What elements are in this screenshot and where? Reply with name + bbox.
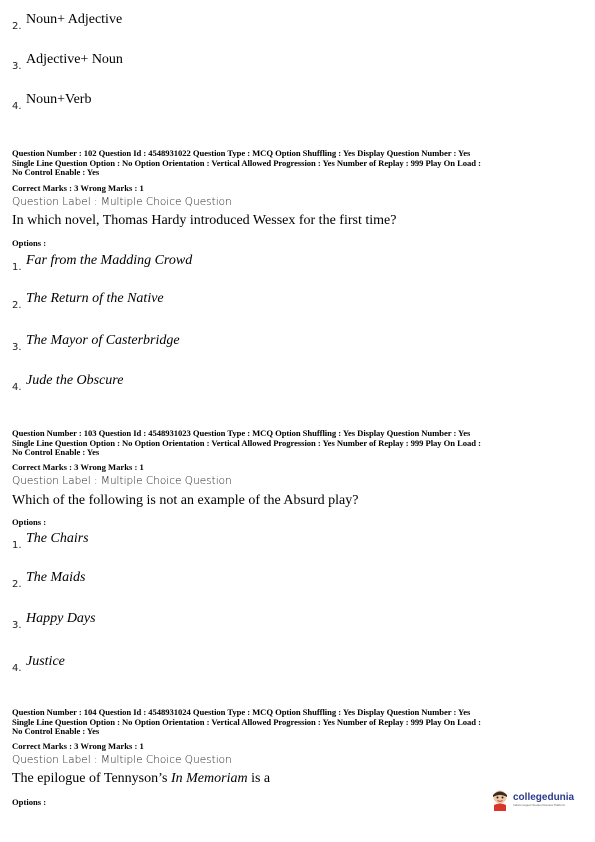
option-item <box>12 654 65 674</box>
prev-option-2 <box>12 12 123 32</box>
option-number: 3. <box>12 342 22 353</box>
option-text: Far from the Madding Crowd <box>26 253 193 268</box>
option-item <box>12 531 89 551</box>
option-text: The Mayor of Casterbridge <box>26 333 180 348</box>
option-text: Noun+ Adjective <box>26 12 123 27</box>
meta-line: Single Line Question Option : No Option Orientation : Vertical Allowed Progression : Yes Number of Replay : 999 Play On Load : <box>12 717 481 727</box>
question-meta <box>12 708 587 737</box>
option-item <box>12 333 180 353</box>
option-number: 3. <box>12 61 22 72</box>
question-text-part: is a <box>247 771 271 786</box>
mascot-icon <box>490 789 510 811</box>
option-item <box>12 253 193 273</box>
option-number: 2. <box>12 21 22 32</box>
option-number: 1. <box>12 540 22 551</box>
meta-line: Single Line Question Option : No Option Orientation : Vertical Allowed Progression : Yes Number of Replay : 999 Play On Load : <box>12 438 481 448</box>
brand-name: collegedunia <box>513 792 575 803</box>
question-marks: Correct Marks : 3 Wrong Marks : 1 <box>12 183 144 193</box>
question-text: In which novel, Thomas Hardy introduced Wessex for the first time? <box>12 213 397 228</box>
meta-line: Question Number : 104 Question Id : 4548931024 Question Type : MCQ Option Shuffling : Yes Display Question Number : Yes <box>12 708 471 717</box>
options-heading: Options : <box>12 517 47 527</box>
meta-line: Question Number : 102 Question Id : 4548931022 Question Type : MCQ Option Shuffling : Yes Display Question Number : Yes <box>12 149 471 158</box>
option-text: The Maids <box>26 570 86 585</box>
option-number: 4. <box>12 101 22 112</box>
option-number: 2. <box>12 579 22 590</box>
question-text-italic: In Memoriam <box>170 771 248 786</box>
option-text: Justice <box>26 654 65 669</box>
meta-line: No Control Enable : Yes <box>12 448 100 458</box>
prev-option-4 <box>12 92 92 112</box>
option-number: 3. <box>12 620 22 631</box>
option-item <box>12 373 124 393</box>
option-item <box>12 611 96 631</box>
question-text <box>12 771 270 787</box>
option-text: The Chairs <box>26 531 89 546</box>
option-item <box>12 570 86 590</box>
question-meta <box>12 149 587 178</box>
meta-line: Question Number : 103 Question Id : 4548931023 Question Type : MCQ Option Shuffling : Yes Display Question Number : Yes <box>12 429 471 438</box>
options-heading: Options : <box>12 238 47 248</box>
option-text: Happy Days <box>26 611 96 626</box>
option-text: Noun+Verb <box>26 92 92 107</box>
question-label: Question Label : Multiple Choice Question <box>12 475 232 487</box>
question-meta <box>12 429 587 458</box>
option-number: 4. <box>12 382 22 393</box>
option-text: Adjective+ Noun <box>26 52 123 67</box>
collegedunia-logo <box>490 785 590 815</box>
option-text: Jude the Obscure <box>26 373 124 388</box>
option-item <box>12 291 164 311</box>
question-marks: Correct Marks : 3 Wrong Marks : 1 <box>12 462 144 472</box>
question-label: Question Label : Multiple Choice Question <box>12 196 232 208</box>
options-heading: Options : <box>12 797 47 807</box>
option-number: 2. <box>12 300 22 311</box>
question-marks: Correct Marks : 3 Wrong Marks : 1 <box>12 741 144 751</box>
brand-tagline: India's largest Student Review Platform <box>513 803 566 807</box>
prev-option-3 <box>12 52 123 72</box>
meta-line: Single Line Question Option : No Option Orientation : Vertical Allowed Progression : Yes Number of Replay : 999 Play On Load : <box>12 158 481 168</box>
option-text: The Return of the Native <box>26 291 164 306</box>
meta-line: No Control Enable : Yes <box>12 727 100 737</box>
question-text: Which of the following is not an example of the Absurd play? <box>12 493 359 508</box>
option-number: 1. <box>12 262 22 273</box>
meta-line: No Control Enable : Yes <box>12 168 100 178</box>
question-text-part: The epilogue of Tennyson’s <box>12 771 171 786</box>
option-number: 4. <box>12 663 22 674</box>
question-label: Question Label : Multiple Choice Question <box>12 754 232 766</box>
